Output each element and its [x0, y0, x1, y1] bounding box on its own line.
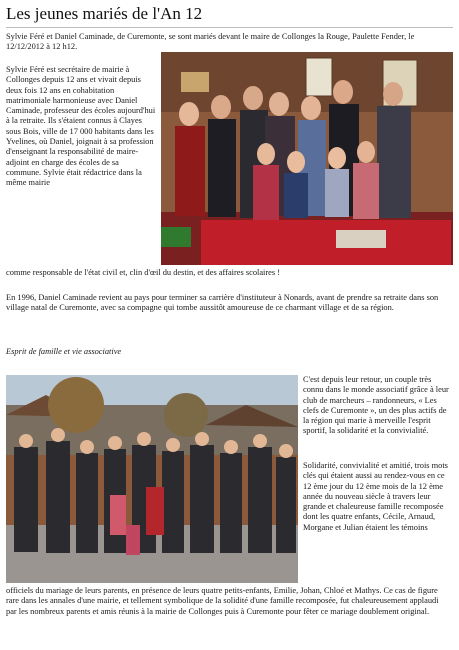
right-column-paragraph-2: Solidarité, convivialité et amitié, trois mots clés qui étaient aussi au rendez-vous en ce 12 ème jour du 12 ème mois de la 12 ème année du nouveau siècle à travers leur grande et chaleureuse famille recomposée dont les quatre enfants, Cécile, Arnaud, Morgane et Julian étaient les témoins — [303, 461, 448, 532]
paragraph-1996: En 1996, Daniel Caminade revient au pays pour terminer sa carrière d'instituteur à Nonards, avant de prendre sa retraite dans son village natal de Curemonte, avec sa compagne qui tombe aussitôt amoureuse de ce charmant village et de sa région. — [6, 293, 439, 313]
closing-paragraph: officiels du mariage de leurs parents, en présence de leurs quatre petits-enfants, Emilie, Johan, Chloé et Mathys. Ce cas de figure rare dans les annales d'une mairie, et tellement symbolique de la solidité d'une famille recomposée, fut chaleureusement applaudi par les nombreux parents et amis réunis à la mairie de Collonges puis à Curemonte pour fêter ce mariage doublement original. — [6, 586, 439, 616]
section-subheading: Esprit de famille et vie associative — [6, 347, 122, 356]
left-column-paragraph: Sylvie Féré est secrétaire de mairie à Collonges depuis 12 ans et vivait depuis deux fois 12 ans en cohabitation matrimoniale harmonieuse avec Daniel Caminade, professeur des écoles aujourd'hui à la retraite. Ils s'étaient connus à Clayes sous Bois, ville de 17 000 habitants dans les Yvelines, où Daniel, joignait à sa profession d'enseignant la responsabilité de maire-adjoint en charge des écoles de sa commune. Sylvie était rédactrice dans la même mairie — [6, 65, 156, 188]
group-photo-illustration — [6, 375, 298, 583]
right-column-paragraph-1: C'est depuis leur retour, un couple très connu dans le monde associatif grâce à leur club de marcheurs – randonneurs, « Les clefs de Curemonte », un des plus actifs de la région qui marie à merveille l'esprit sportif, la solidarité et la convivialité. — [303, 375, 449, 436]
wedding-ceremony-illustration — [161, 52, 453, 265]
wedding-ceremony-photo — [161, 52, 453, 265]
article-title: Les jeunes mariés de l'An 12 — [6, 3, 453, 28]
intro-paragraph: Sylvie Féré et Daniel Caminade, de Curemonte, se sont mariés devant le maire de Collonges la Rouge, Paulette Fender, le 12/12/2012 à 12 h12. — [6, 32, 415, 52]
group-photo — [6, 375, 298, 583]
continuation-line: comme responsable de l'état civil et, clin d'œil du destin, et des affaires scolaires ! — [6, 268, 281, 277]
